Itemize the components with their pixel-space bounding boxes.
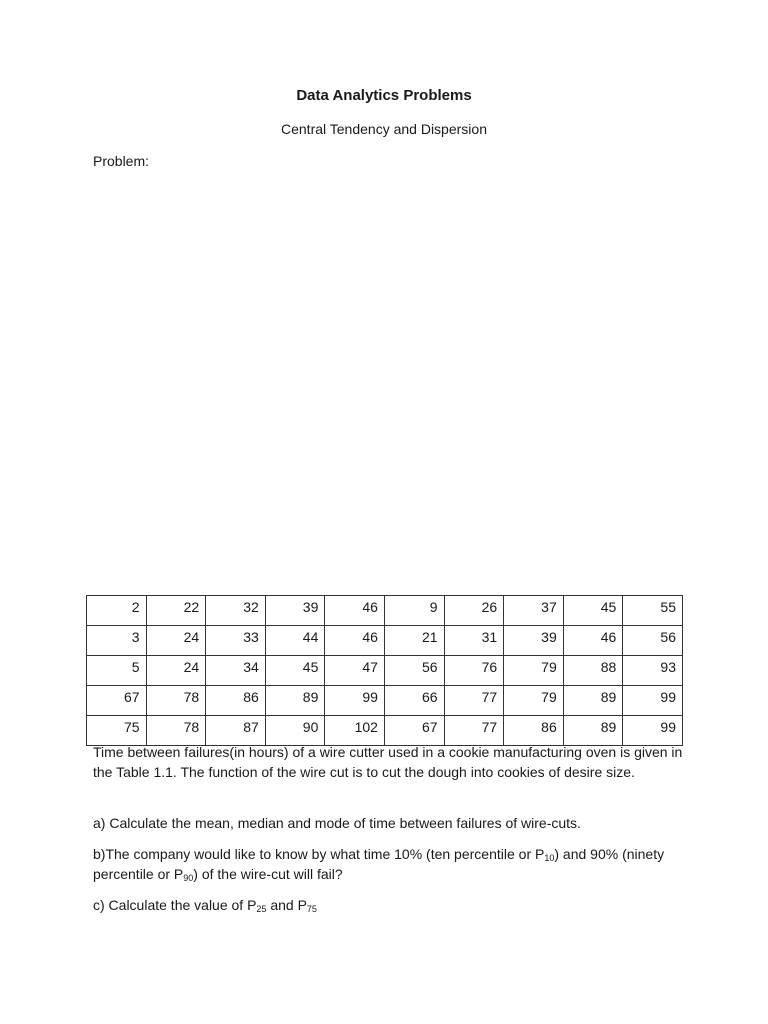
question-c [93, 896, 693, 916]
problem-description: Time between failures(in hours) of a wire cutter used in a cookie manufacturing oven is given in the Table 1.1. The function of the wire cut is to cut the dough into cookies of desire size. [93, 744, 683, 780]
table-cell: 46 [563, 626, 623, 656]
table-cell: 46 [325, 596, 385, 626]
table-cell: 3 [87, 626, 147, 656]
table-cell: 34 [206, 656, 266, 686]
table-row [87, 626, 683, 656]
table-cell: 56 [623, 626, 683, 656]
table-cell: 76 [444, 656, 504, 686]
table-cell: 45 [265, 656, 325, 686]
table-cell: 79 [504, 686, 564, 716]
table-cell: 39 [504, 626, 564, 656]
subscript-p75: 75 [306, 904, 317, 914]
table-cell: 99 [325, 686, 385, 716]
table-cell: 87 [206, 716, 266, 746]
table-cell: 77 [444, 686, 504, 716]
question-b-text: b)The company would like to know by what time 10% (ten percentile or P [93, 846, 545, 862]
problem-label: Problem: [93, 153, 150, 169]
table-cell: 102 [325, 716, 385, 746]
table-cell: 86 [206, 686, 266, 716]
table-cell: 89 [265, 686, 325, 716]
table-cell: 45 [563, 596, 623, 626]
question-c-text: c) Calculate the value of P [93, 897, 257, 913]
question-b-text: ) and 90% (ninety percentile or P [93, 846, 665, 882]
table-cell: 56 [384, 656, 444, 686]
table-cell: 37 [504, 596, 564, 626]
table-cell: 99 [623, 686, 683, 716]
question-c-text: and P [266, 897, 307, 913]
table-cell: 86 [504, 716, 564, 746]
table-row [87, 716, 683, 746]
table-cell: 22 [146, 596, 206, 626]
table-cell: 24 [146, 656, 206, 686]
question-b [93, 845, 693, 884]
table-cell: 78 [146, 716, 206, 746]
table-cell: 99 [623, 716, 683, 746]
document-title: Data Analytics Problems [296, 87, 472, 104]
question-b-text: ) of the wire-cut will fail? [193, 865, 343, 882]
table-cell: 88 [563, 656, 623, 686]
question-a: a) Calculate the mean, median and mode of time between failures of wire-cuts. [93, 815, 581, 831]
table-cell: 44 [265, 626, 325, 656]
table-cell: 24 [146, 626, 206, 656]
table-row [87, 686, 683, 716]
table-cell: 46 [325, 626, 385, 656]
table-cell: 90 [265, 716, 325, 746]
table-cell: 2 [87, 596, 147, 626]
table-cell: 9 [384, 596, 444, 626]
table-cell: 89 [563, 686, 623, 716]
subscript-p90: 90 [183, 872, 194, 883]
table-cell: 89 [563, 716, 623, 746]
table-cell: 21 [384, 626, 444, 656]
table-cell: 67 [384, 716, 444, 746]
table-row [87, 656, 683, 686]
table-row [87, 596, 683, 626]
table-cell: 78 [146, 686, 206, 716]
table-cell: 66 [384, 686, 444, 716]
table-cell: 32 [206, 596, 266, 626]
table-cell: 77 [444, 716, 504, 746]
table-cell: 93 [623, 656, 683, 686]
failure-times-table [86, 595, 683, 746]
subscript-p10: 10 [544, 853, 555, 863]
document-subtitle: Central Tendency and Dispersion [281, 121, 487, 137]
table-cell: 33 [206, 626, 266, 656]
table-cell: 67 [87, 686, 147, 716]
table-cell: 79 [504, 656, 564, 686]
table-cell: 39 [265, 596, 325, 626]
table-cell: 26 [444, 596, 504, 626]
table-cell: 5 [87, 656, 147, 686]
table-cell: 55 [623, 596, 683, 626]
table-cell: 75 [87, 716, 147, 746]
subscript-p25: 25 [256, 904, 267, 914]
table-cell: 31 [444, 626, 504, 656]
table-cell: 47 [325, 656, 385, 686]
